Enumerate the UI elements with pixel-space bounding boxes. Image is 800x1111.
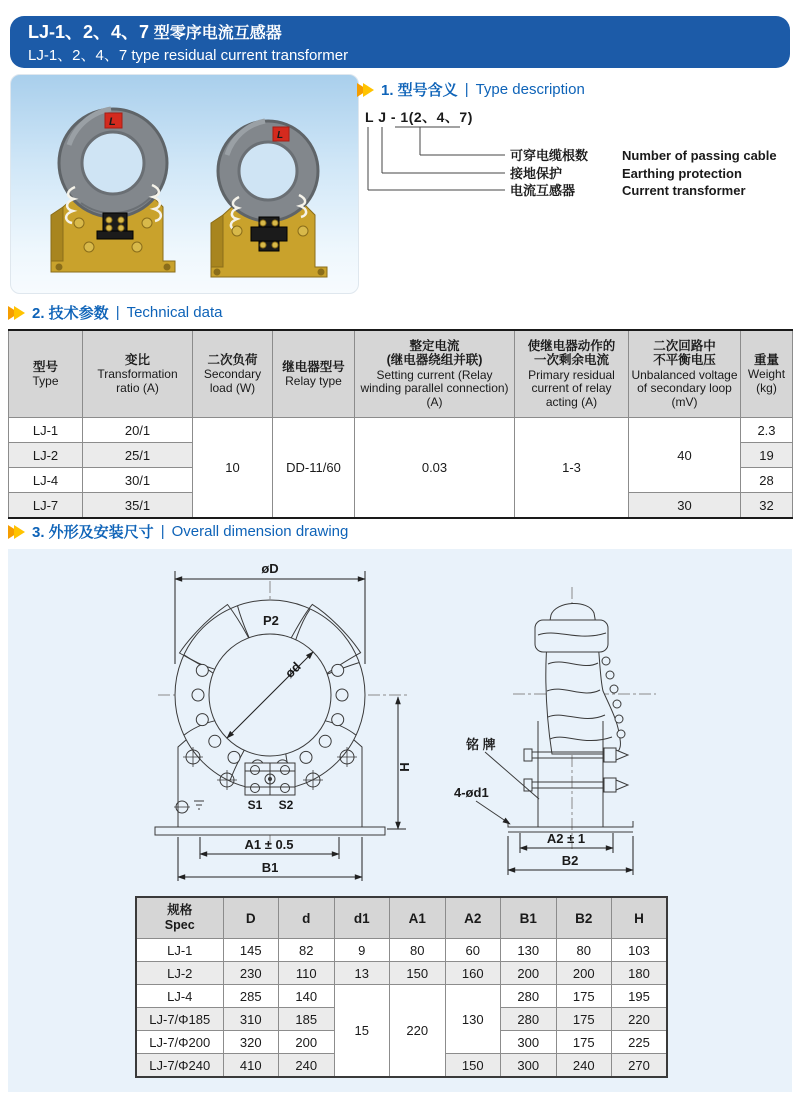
page-title-en: LJ-1、2、4、7 type residual current transformer <box>28 47 349 64</box>
cell: 175 <box>556 985 612 1008</box>
cell-merged-d1: 15 <box>334 985 390 1078</box>
tech-header-cell: 二次回路中 不平衡电压 Unbalanced voltage of secondary loop (mV) <box>629 330 741 418</box>
cell-weight: 19 <box>741 443 793 468</box>
dims-header-cell: B1 <box>501 897 557 939</box>
cell: 80 <box>556 939 612 962</box>
cell: 320 <box>223 1031 279 1054</box>
technical-data-table <box>8 329 793 519</box>
type-item-zh: 可穿电缆根数 <box>510 148 589 163</box>
cell: 230 <box>223 962 279 985</box>
cell: 200 <box>501 962 557 985</box>
cell-ratio: 25/1 <box>83 443 193 468</box>
transformer-left <box>51 109 175 272</box>
dims-header-cell: d <box>279 897 335 939</box>
arrow-icon <box>363 83 374 97</box>
dim-label-outer-diameter: øD <box>261 561 279 576</box>
dims-header-spec: 规格 Spec <box>136 897 223 939</box>
svg-text:L: L <box>109 116 116 128</box>
cell: 140 <box>279 985 335 1008</box>
product-photo-illustration <box>11 75 356 291</box>
dimension-drawing <box>8 549 792 894</box>
cell: 185 <box>279 1008 335 1031</box>
cell-setting-current: 0.03 <box>355 418 515 519</box>
section-3-header <box>8 521 348 542</box>
label-s2: S2 <box>278 798 294 812</box>
cell: 150 <box>390 962 446 985</box>
arrow-icon <box>14 306 25 320</box>
cell: 60 <box>445 939 501 962</box>
cell: 240 <box>556 1054 612 1078</box>
dims-row <box>136 985 667 1008</box>
cell-secondary-load: 10 <box>193 418 273 519</box>
cell-spec: LJ-7/Φ185 <box>136 1008 223 1031</box>
dim-label-inner-diameter: ød <box>281 658 304 681</box>
dims-header-cell: D <box>223 897 279 939</box>
page-title-zh <box>28 21 790 45</box>
cell: 310 <box>223 1008 279 1031</box>
tech-header-row <box>9 330 793 418</box>
dims-header-cell: d1 <box>334 897 390 939</box>
model-code: LJ-1、2、4、7 <box>28 22 150 42</box>
cell-spec: LJ-4 <box>136 985 223 1008</box>
cell: 175 <box>556 1031 612 1054</box>
section-1-header <box>357 79 585 100</box>
cell-weight: 2.3 <box>741 418 793 443</box>
cell-ratio: 35/1 <box>83 493 193 519</box>
section-2-header <box>8 302 223 323</box>
tech-header-cell: 型号 Type <box>9 330 83 418</box>
type-item-zh: 接地保护 <box>510 166 563 181</box>
cell-spec: LJ-7/Φ240 <box>136 1054 223 1078</box>
tech-header-cell: 二次负荷 Secondary load (W) <box>193 330 273 418</box>
label-nameplate: 铭 牌 <box>466 737 496 752</box>
cell-weight: 32 <box>741 493 793 519</box>
dims-header-cell: H <box>612 897 668 939</box>
dimensions-table <box>135 896 668 1078</box>
dims-header-cell: A1 <box>390 897 446 939</box>
dims-header-row <box>136 897 667 939</box>
product-photo <box>10 74 359 294</box>
side-view <box>476 587 656 849</box>
tech-header-cell: 变比 Transformation ratio (A) <box>83 330 193 418</box>
dims-header-cell: A2 <box>445 897 501 939</box>
type-item-zh: 电流互感器 <box>510 183 576 198</box>
cell-merged-a2: 130 <box>445 985 501 1054</box>
cell-unbalanced: 30 <box>629 493 741 519</box>
cell: 195 <box>612 985 668 1008</box>
cell: 103 <box>612 939 668 962</box>
dim-label-b1: B1 <box>261 860 279 875</box>
cell: 300 <box>501 1054 557 1078</box>
cell: 280 <box>501 985 557 1008</box>
cell-ratio: 30/1 <box>83 468 193 493</box>
section-1-title-zh: 1. 型号含义 <box>381 82 458 99</box>
dim-label-height: H <box>397 762 412 772</box>
tech-header-cell: 整定电流 (继电器绕组并联) Setting current (Relay winding parallel connection) (A) <box>355 330 515 418</box>
cell: 225 <box>612 1031 668 1054</box>
label-s1: S1 <box>247 798 263 812</box>
dim-label-a1: A1 ± 0.5 <box>244 837 294 852</box>
cell: 110 <box>279 962 335 985</box>
cell: 175 <box>556 1008 612 1031</box>
cell: 270 <box>612 1054 668 1078</box>
cell-unbalanced: 40 <box>629 418 741 493</box>
tech-row <box>9 418 793 443</box>
type-item-en: Earthing protection <box>622 166 742 181</box>
divider-bar: | <box>464 81 469 98</box>
type-code: L J - 1(2、4、7) <box>365 109 473 125</box>
section-3-title-zh: 3. 外形及安装尺寸 <box>32 524 154 541</box>
divider-bar: | <box>115 304 120 321</box>
cell: 280 <box>501 1008 557 1031</box>
section-2-title-en: Technical data <box>126 304 223 321</box>
terminal-block <box>245 763 295 795</box>
tech-header-cell: 使继电器动作的 一次剩余电流 Primary residual current of relay acting (A) <box>515 330 629 418</box>
type-description-diagram <box>357 102 792 202</box>
cell: 180 <box>612 962 668 985</box>
cell: 285 <box>223 985 279 1008</box>
type-item-en: Number of passing cable <box>622 148 777 163</box>
cell-type: LJ-2 <box>9 443 83 468</box>
label-mounting-holes: 4-ød1 <box>454 785 489 800</box>
cell: 220 <box>612 1008 668 1031</box>
section-1-title-en: Type description <box>475 81 585 98</box>
cell-weight: 28 <box>741 468 793 493</box>
type-diagram-lines <box>368 127 505 190</box>
cell: 160 <box>445 962 501 985</box>
cell-relay-type: DD-11/60 <box>273 418 355 519</box>
title-zh-text: 型零序电流互感器 <box>153 25 282 42</box>
tech-header-cell: 重量 Weight (kg) <box>741 330 793 418</box>
section-3-title-en: Overall dimension drawing <box>171 523 349 540</box>
dimension-drawing-panel <box>8 549 792 1092</box>
cell-spec: LJ-1 <box>136 939 223 962</box>
cell: 145 <box>223 939 279 962</box>
dims-row <box>136 962 667 985</box>
cell: 200 <box>556 962 612 985</box>
svg-text:L: L <box>277 130 284 141</box>
label-p2: P2 <box>263 613 279 628</box>
dim-label-b2: B2 <box>561 853 579 868</box>
cell: 300 <box>501 1031 557 1054</box>
transformer-right <box>211 121 327 277</box>
cell: 240 <box>279 1054 335 1078</box>
cell: 150 <box>445 1054 501 1078</box>
cell-merged-a1: 220 <box>390 985 446 1078</box>
cell: 9 <box>334 939 390 962</box>
type-item-en: Current transformer <box>622 183 746 198</box>
cell-spec: LJ-2 <box>136 962 223 985</box>
cell: 80 <box>390 939 446 962</box>
dims-row <box>136 939 667 962</box>
arrow-icon <box>14 525 25 539</box>
cell: 82 <box>279 939 335 962</box>
cell-type: LJ-1 <box>9 418 83 443</box>
section-2-title-zh: 2. 技术参数 <box>32 305 109 322</box>
cell-primary-residual: 1-3 <box>515 418 629 519</box>
cell: 200 <box>279 1031 335 1054</box>
cell-type: LJ-4 <box>9 468 83 493</box>
dim-label-a2: A2 ± 1 <box>546 831 586 846</box>
cell-type: LJ-7 <box>9 493 83 519</box>
cell: 410 <box>223 1054 279 1078</box>
cell: 130 <box>501 939 557 962</box>
tech-header-cell: 继电器型号 Relay type <box>273 330 355 418</box>
divider-bar: | <box>160 523 165 540</box>
cell: 13 <box>334 962 390 985</box>
dims-header-cell: B2 <box>556 897 612 939</box>
cell-spec: LJ-7/Φ200 <box>136 1031 223 1054</box>
page-title-bar <box>10 16 790 68</box>
cell-ratio: 20/1 <box>83 418 193 443</box>
